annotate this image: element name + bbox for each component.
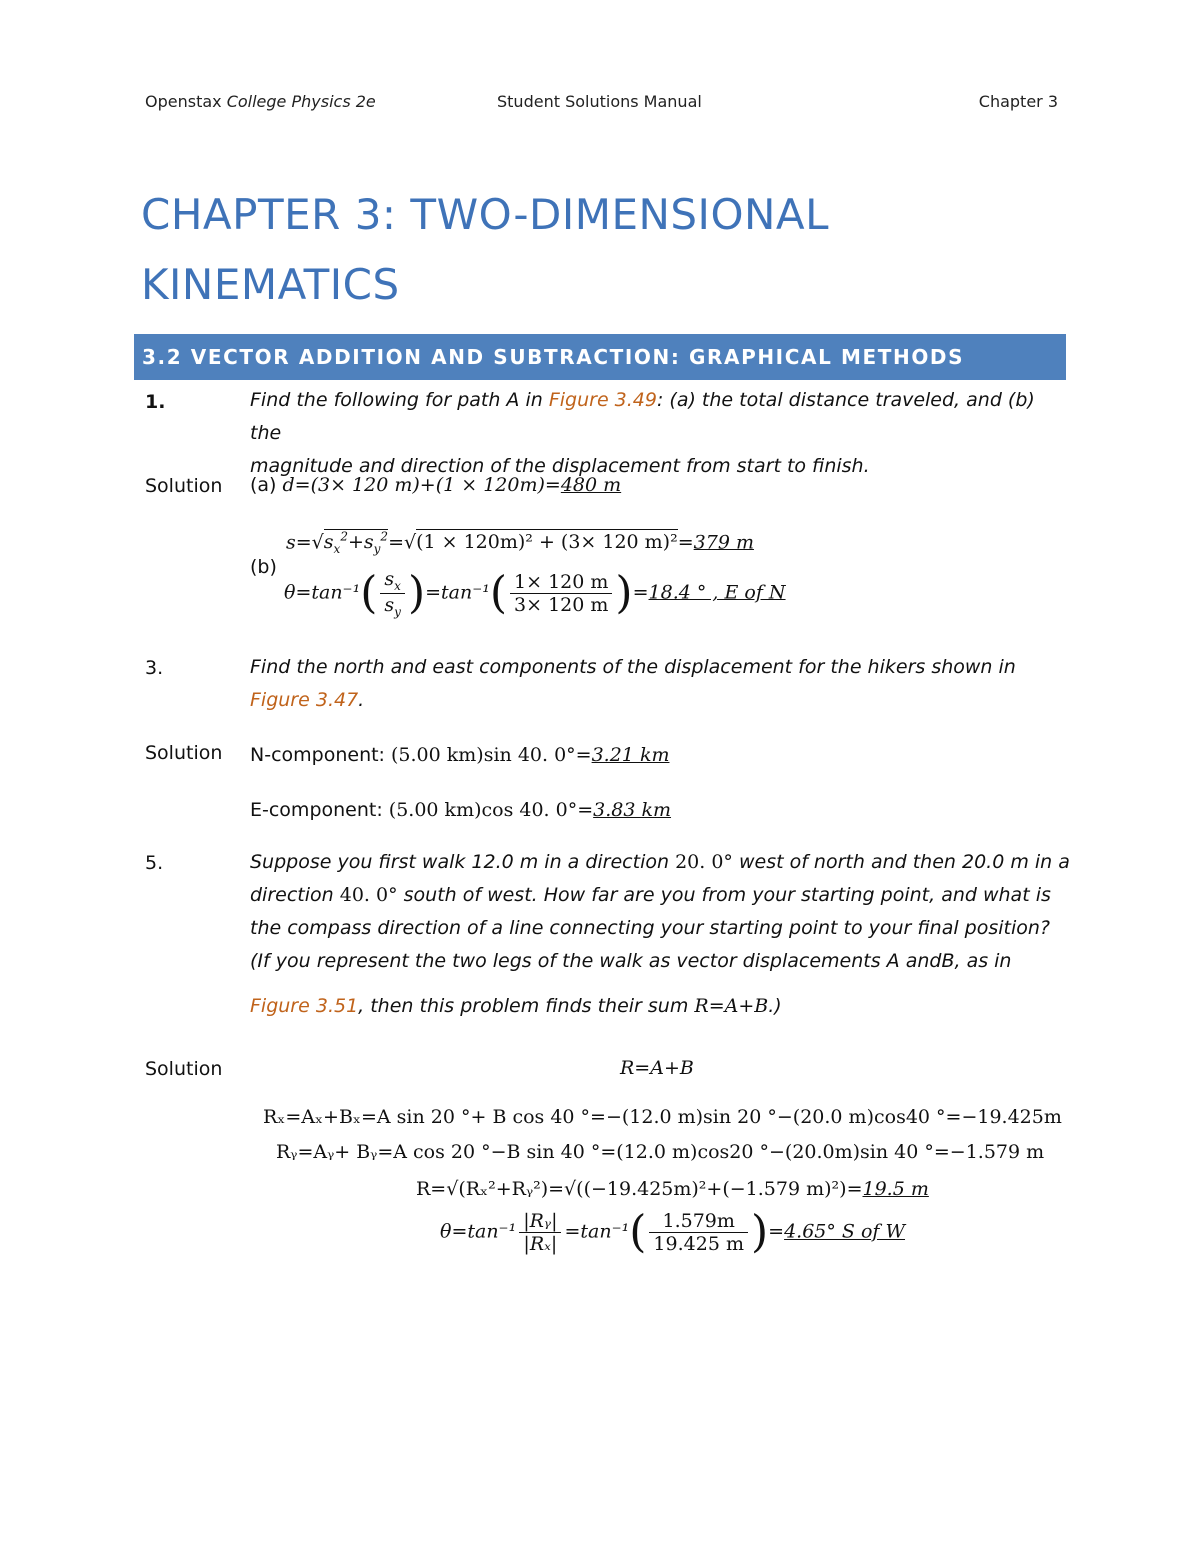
solution-label: Solution: [145, 742, 223, 764]
answer: 379 m: [693, 531, 754, 554]
component-label: E-component:: [250, 799, 383, 821]
problem-question: Find the north and east components of the displacement for the hikers shown in Figure 3.47.: [250, 656, 1016, 711]
problem-question: [250, 384, 1070, 483]
angle-equation: θ=tan⁻¹( $\frac{s_x}{s_y}$ )=tan⁻¹( $\frac{1\times 120 m}{3\times 120 m}$ )=18.4 ° , E of N: [284, 567, 786, 619]
answer: 3.83 km: [593, 799, 672, 821]
radicand: (1 × 120m)² + (3× 120 m)²: [416, 531, 678, 554]
figure-link[interactable]: Figure 3.47: [250, 689, 359, 711]
y-component-equation: Rᵧ=Aᵧ+ Bᵧ=A cos 20 °−B sin 40 °=(12.0 m)cos20 °−(20.0m)sin 40 °=−1.579 m: [276, 1141, 1045, 1163]
solution-label: Solution: [145, 475, 223, 497]
question-text: Find the north and east components of the displacement for the hikers shown in: [250, 656, 1016, 678]
chapter-title-line1: CHAPTER 3: TWO-DIMENSIONAL: [141, 190, 830, 239]
arctan: θ=tan⁻¹: [284, 581, 361, 604]
answer: 480 m: [560, 474, 622, 496]
answer: 18.4 ° , E of N: [648, 581, 786, 604]
problem-number: 5.: [145, 852, 164, 874]
arctan: =tan⁻¹: [425, 581, 490, 604]
header-chapter: Chapter 3: [978, 92, 1058, 111]
question-text: magnitude and direction of the displacement from start to finish.: [250, 455, 870, 477]
figure-link[interactable]: Figure 3.49: [548, 389, 657, 411]
solution-label: Solution: [145, 1058, 223, 1080]
header-manual-title: Student Solutions Manual: [497, 92, 702, 111]
part-b-label: (b): [250, 556, 277, 578]
answer: 3.21 km: [591, 744, 670, 766]
resultant-magnitude-equation: R=√(Rₓ²+Rᵧ²)=√((−19.425m)²+(−1.579 m)²)=19.5 m: [416, 1178, 929, 1200]
equation: d=(3× 120 m)+(1 × 120m)=: [282, 474, 561, 496]
north-component: [250, 744, 669, 766]
answer: 19.5 m: [862, 1178, 929, 1200]
resultant-angle-equation: θ=tan⁻¹ $\frac{\text{|Rᵧ|}}{\text{|Rₓ|}}$ =tan⁻¹( $\frac{1.579m}{19.425 m}$ )=4.65° S of W: [440, 1206, 906, 1258]
problem-number: 1.: [145, 391, 166, 413]
header-book-name: College Physics 2e: [226, 92, 376, 111]
component-label: N-component:: [250, 744, 385, 766]
equation: (5.00 km)cos 40. 0°=: [388, 799, 594, 821]
chapter-title: [141, 180, 1041, 320]
question-text: : (a) the total distance traveled, and (b) the: [250, 389, 1035, 444]
x-component-equation: Rₓ=Aₓ+Bₓ=A sin 20 °+ B cos 40 °=−(12.0 m)sin 20 °−(20.0 m)cos40 °=−19.425m: [263, 1106, 1062, 1128]
solution-part-a: [250, 474, 621, 496]
section-title: 3.2 VECTOR ADDITION AND SUBTRACTION: GRAPHICAL METHODS: [142, 345, 965, 369]
equation: (5.00 km)sin 40. 0°=: [391, 744, 592, 766]
section-heading-bar: [134, 334, 1066, 380]
header-publisher: Openstax: [145, 92, 227, 111]
problem-number: 3.: [145, 657, 164, 679]
chapter-title-line2: KINEMATICS: [141, 260, 400, 309]
answer: 4.65° S of W: [784, 1220, 906, 1243]
figure-link[interactable]: Figure 3.51: [250, 995, 359, 1017]
question-text: Find the following for path A in: [250, 389, 549, 411]
problem-question: Suppose you first walk 12.0 m in a direction 20. 0° west of north and then 20.0 m in a direction 40. 0° south of west. How far are you from your starting point, and what is the compass direction of a line connecting your starting point to your final position? (If you represent the two legs of the walk as vector displacements A andB, as in Figure 3.51, then this problem finds their sum R=A+B.): [250, 851, 1070, 1017]
part-label: (a): [250, 474, 277, 496]
east-component: [250, 799, 671, 821]
sum-equation: R=A+B: [620, 1057, 694, 1079]
header-book-title: [145, 92, 376, 111]
magnitude-equation: $s=√s_x^2+s_y^2=√(1 \times 120m)^2 + (3\times 120$ m)²=379 m: [286, 530, 754, 557]
